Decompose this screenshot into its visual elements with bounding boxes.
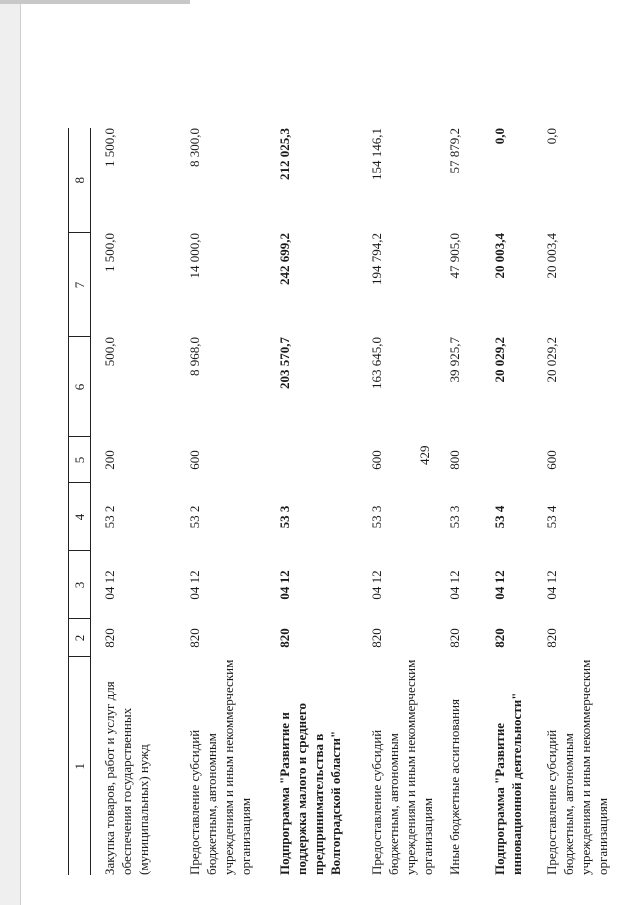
cell-ministry: 820 [368, 628, 384, 648]
table-row [358, 128, 436, 875]
column-header-4: 4 [69, 483, 91, 551]
cell-amount-6: 500,0 [102, 337, 117, 367]
row-name: Предоставление субсидий бюджетным, автономным учреждениям и иным некоммерческим организациям [543, 659, 610, 875]
table-row [436, 128, 481, 875]
cell-target: 53 2 [186, 505, 202, 529]
cell-section: 04 12 [186, 570, 202, 600]
cell-ministry: 820 [446, 628, 462, 648]
table-row [91, 128, 176, 875]
cell-amount-8: 154 146,1 [368, 128, 384, 180]
column-header-2: 2 [69, 619, 91, 657]
cell-section: 04 12 [446, 570, 462, 600]
row-name: Подпрограмма "Развитие и поддержка малого и среднего предпринимательства в Волгоградской области" [276, 703, 343, 875]
cell-section: 04 12 [543, 570, 559, 600]
cell-target: 53 3 [276, 505, 292, 529]
row-name: Подпрограмма "Развитие инновационной деятельности" [491, 692, 524, 875]
cell-target: 53 2 [102, 505, 117, 529]
cell-ministry: 820 [276, 628, 292, 648]
cell-amount-6: 203 570,7 [276, 337, 292, 389]
cell-expense-type [266, 437, 358, 483]
table-row [266, 128, 358, 875]
column-header-6: 6 [69, 337, 91, 437]
row-name: Закупка товаров, работ и услуг для обеспечения государственных (муниципальных) нужд [102, 681, 151, 875]
cell-amount-8: 0,0 [543, 128, 559, 145]
cell-section: 04 12 [368, 570, 384, 600]
cell-amount-8: 0,0 [491, 128, 507, 145]
cell-ministry: 820 [102, 628, 117, 648]
cell-amount-6: 8 968,0 [186, 337, 202, 376]
table-row [481, 128, 533, 875]
cell-amount-8: 8 300,0 [186, 128, 202, 167]
cell-ministry: 820 [491, 628, 507, 648]
cell-target: 53 4 [491, 505, 507, 529]
cell-target: 53 4 [543, 505, 559, 529]
row-name: Предоставление субсидий бюджетным, автономным учреждениям и иным некоммерческим организациям [186, 659, 253, 875]
cell-section: 04 12 [491, 570, 507, 600]
cell-amount-7: 20 003,4 [491, 233, 507, 279]
cell-expense-type: 600 [543, 450, 559, 470]
cell-target: 53 3 [368, 505, 384, 529]
cell-ministry: 820 [186, 628, 202, 648]
column-header-7: 7 [69, 233, 91, 337]
cell-amount-6: 163 645,0 [368, 337, 384, 389]
column-header-1: 1 [69, 657, 91, 875]
table-row [533, 128, 618, 875]
cell-target: 53 3 [446, 505, 462, 529]
cell-amount-8: 57 879,2 [446, 128, 462, 174]
cell-expense-type [481, 437, 533, 483]
cell-amount-7: 1 500,0 [102, 233, 117, 272]
column-header-8: 8 [69, 128, 91, 233]
cell-amount-7: 194 794,2 [368, 233, 384, 285]
row-name: Иные бюджетные ассигнования [446, 698, 462, 875]
cell-expense-type: 600 [368, 450, 384, 470]
budget-table [68, 128, 618, 875]
page-number: 429 [417, 445, 432, 465]
cell-ministry: 820 [543, 628, 559, 648]
cell-expense-type: 200 [102, 450, 117, 470]
row-name: Предоставление субсидий бюджетным, автономным учреждениям и иным некоммерческим организациям [368, 659, 435, 875]
cell-amount-7: 242 699,2 [276, 233, 292, 285]
cell-amount-7: 47 905,0 [446, 233, 462, 279]
cell-amount-8: 1 500,0 [102, 128, 117, 167]
column-header-5: 5 [69, 437, 91, 483]
cell-section: 04 12 [102, 570, 117, 600]
cell-amount-8: 212 025,3 [276, 128, 292, 180]
cell-amount-6: 20 029,2 [491, 337, 507, 383]
cell-amount-6: 39 925,7 [446, 337, 462, 383]
table-row [176, 128, 266, 875]
cell-amount-6: 20 029,2 [543, 337, 559, 383]
cell-expense-type: 800 [446, 450, 462, 470]
cell-section: 04 12 [276, 570, 292, 600]
cell-amount-7: 14 000,0 [186, 233, 202, 279]
column-header-3: 3 [69, 551, 91, 619]
cell-amount-7: 20 003,4 [543, 233, 559, 279]
cell-expense-type: 600 [186, 450, 202, 470]
table-header-row [69, 128, 91, 875]
